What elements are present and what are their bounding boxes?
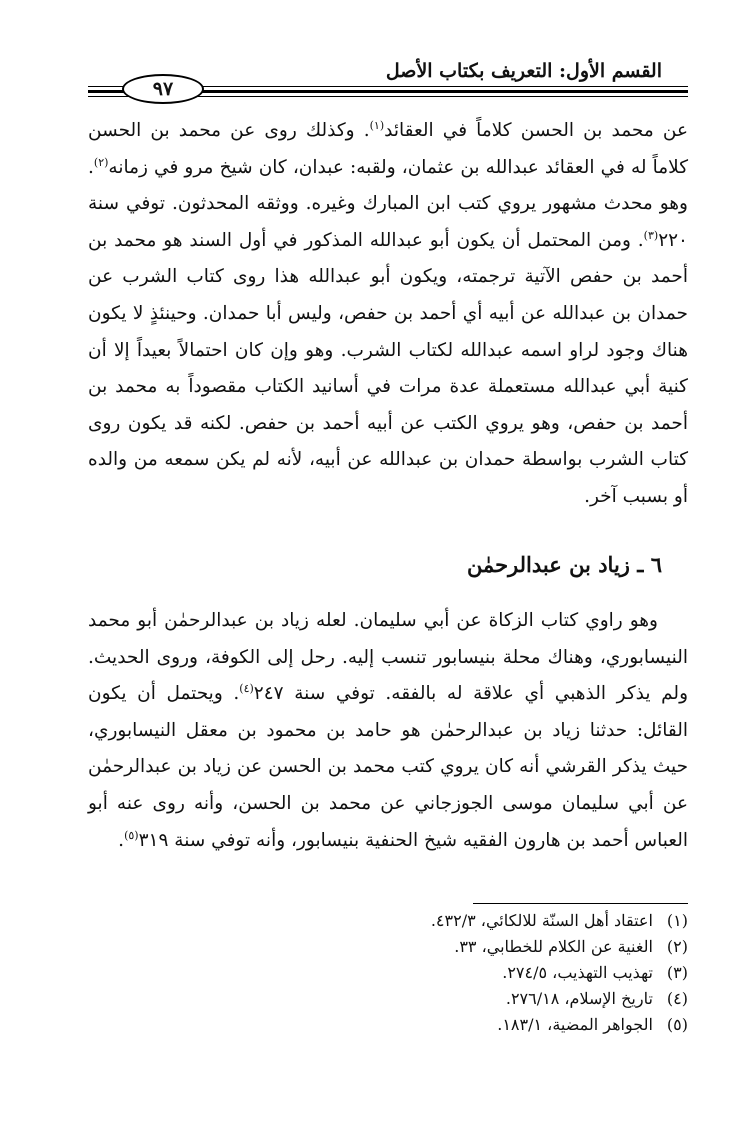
footnote-number: (٣) xyxy=(666,963,688,982)
footnote-ref-4[interactable]: (٤) xyxy=(239,682,254,696)
running-header-title: القسم الأول: التعريف بكتاب الأصل xyxy=(385,60,662,82)
paragraph-1-text-4: . ومن المحتمل أن يكون أبو عبدالله المذكور في أول السند هو محمد بن أحمد بن حفص الآتية ترجمته، ويكون أبو عبدالله هذا روى كتاب الشرب عن حمدان بن عبدالله عن أبيه أي أحمد بن حفص، وليس أبا حمدان. وحينئذٍ لا يكون هناك وجود لراو اسمه عبدالله لكتاب الشرب. وهو وإن كان احتمالاً بعيداً إلا أن كنية أبي عبدالله مستعملة عدة مرات في أسانيد الكتاب مقصوداً به محمد بن أحمد بن حفص، وهو يروي الكتب عن أبيه أحمد بن حفص. لكنه قد يكون روى كتاب الشرب بواسطة حمدان بن عبدالله عن أبيه، لأنه لم يكن سمعه من والده أو بسبب آخر. xyxy=(88,229,688,507)
footnote-number: (٥) xyxy=(666,1015,688,1034)
footnote-text: اعتقاد أهل السنّة للالكائي، ٤٣٢/٣. xyxy=(430,911,653,930)
page-number-badge: ٩٧ xyxy=(122,74,204,104)
footnote-ref-1[interactable]: (١) xyxy=(369,118,385,132)
paragraph-2-text-3: . xyxy=(118,829,125,851)
paragraph-1-text-2: . وكذلك روى عن محمد بن الحسن كلاماً له في العقائد عبدالله بن عثمان، ولقبه: عبدان، كان شيخ مرو في زمانه xyxy=(88,120,688,178)
paragraph-1-text-3: . وهو محدث مشهور يروي كتب ابن المبارك وغيره. ووثقه المحدثون. توفي سنة ٢٢٠ xyxy=(88,156,688,251)
footnote-item xyxy=(68,934,688,960)
footnote-number: (١) xyxy=(666,911,688,930)
footnote-text: الغنية عن الكلام للخطابي، ٣٣. xyxy=(454,937,653,956)
paragraph-2-text-1: وهو راوي كتاب الزكاة عن أبي سليمان. لعله زياد بن عبدالرحمٰن أبو محمد النيسابوري، وهناك محلة بنيسابور تنسب إليه. رحل إلى الكوفة، وروى الحديث. ولم يذكر الذهبي أي علاقة له بالفقه. توفي سنة ٢٤٧ xyxy=(88,610,688,705)
footnote-text: تاريخ الإسلام، ٢٧٦/١٨. xyxy=(505,989,653,1008)
footnote-item xyxy=(68,986,688,1012)
footnote-number: (٤) xyxy=(666,989,688,1008)
footnotes-list xyxy=(68,908,688,1038)
footnote-separator xyxy=(473,903,688,904)
paragraph-1 xyxy=(88,113,688,516)
footnote-number: (٢) xyxy=(666,937,688,956)
footnote-ref-2[interactable]: (٢) xyxy=(93,155,109,169)
paragraph-1-text-1: عن محمد بن الحسن كلاماً في العقائد xyxy=(384,120,688,141)
paragraph-2-text-2: . ويحتمل أن يكون القائل: حدثنا زياد بن عبدالرحمٰن هو حامد بن محمود بن معقل النيسابوري، حيث يذكر القرشي أنه كان يروي كتب محمد بن الحسن عن زياد بن عبدالرحمٰن عن أبي سليمان موسى الجوزجاني عن محمد بن الحسن، وأنه روى عنه أبو العباس أحمد بن هارون الفقيه شيخ الحنفية بنيسابور، وأنه توفي سنة ٣١٩ xyxy=(88,683,688,851)
footnote-text: الجواهر المضية، ١٨٣/١. xyxy=(497,1015,653,1034)
footnote-item xyxy=(68,1012,688,1038)
footnote-ref-3[interactable]: (٣) xyxy=(643,228,659,242)
footnote-ref-5[interactable]: (٥) xyxy=(124,828,139,842)
footnote-item xyxy=(68,908,688,934)
paragraph-2 xyxy=(88,603,688,859)
footnote-item xyxy=(68,960,688,986)
footnote-text: تهذيب التهذيب، ٢٧٤/٥. xyxy=(502,963,653,982)
section-heading: ٦ ـ زياد بن عبدالرحمٰن xyxy=(466,552,662,577)
